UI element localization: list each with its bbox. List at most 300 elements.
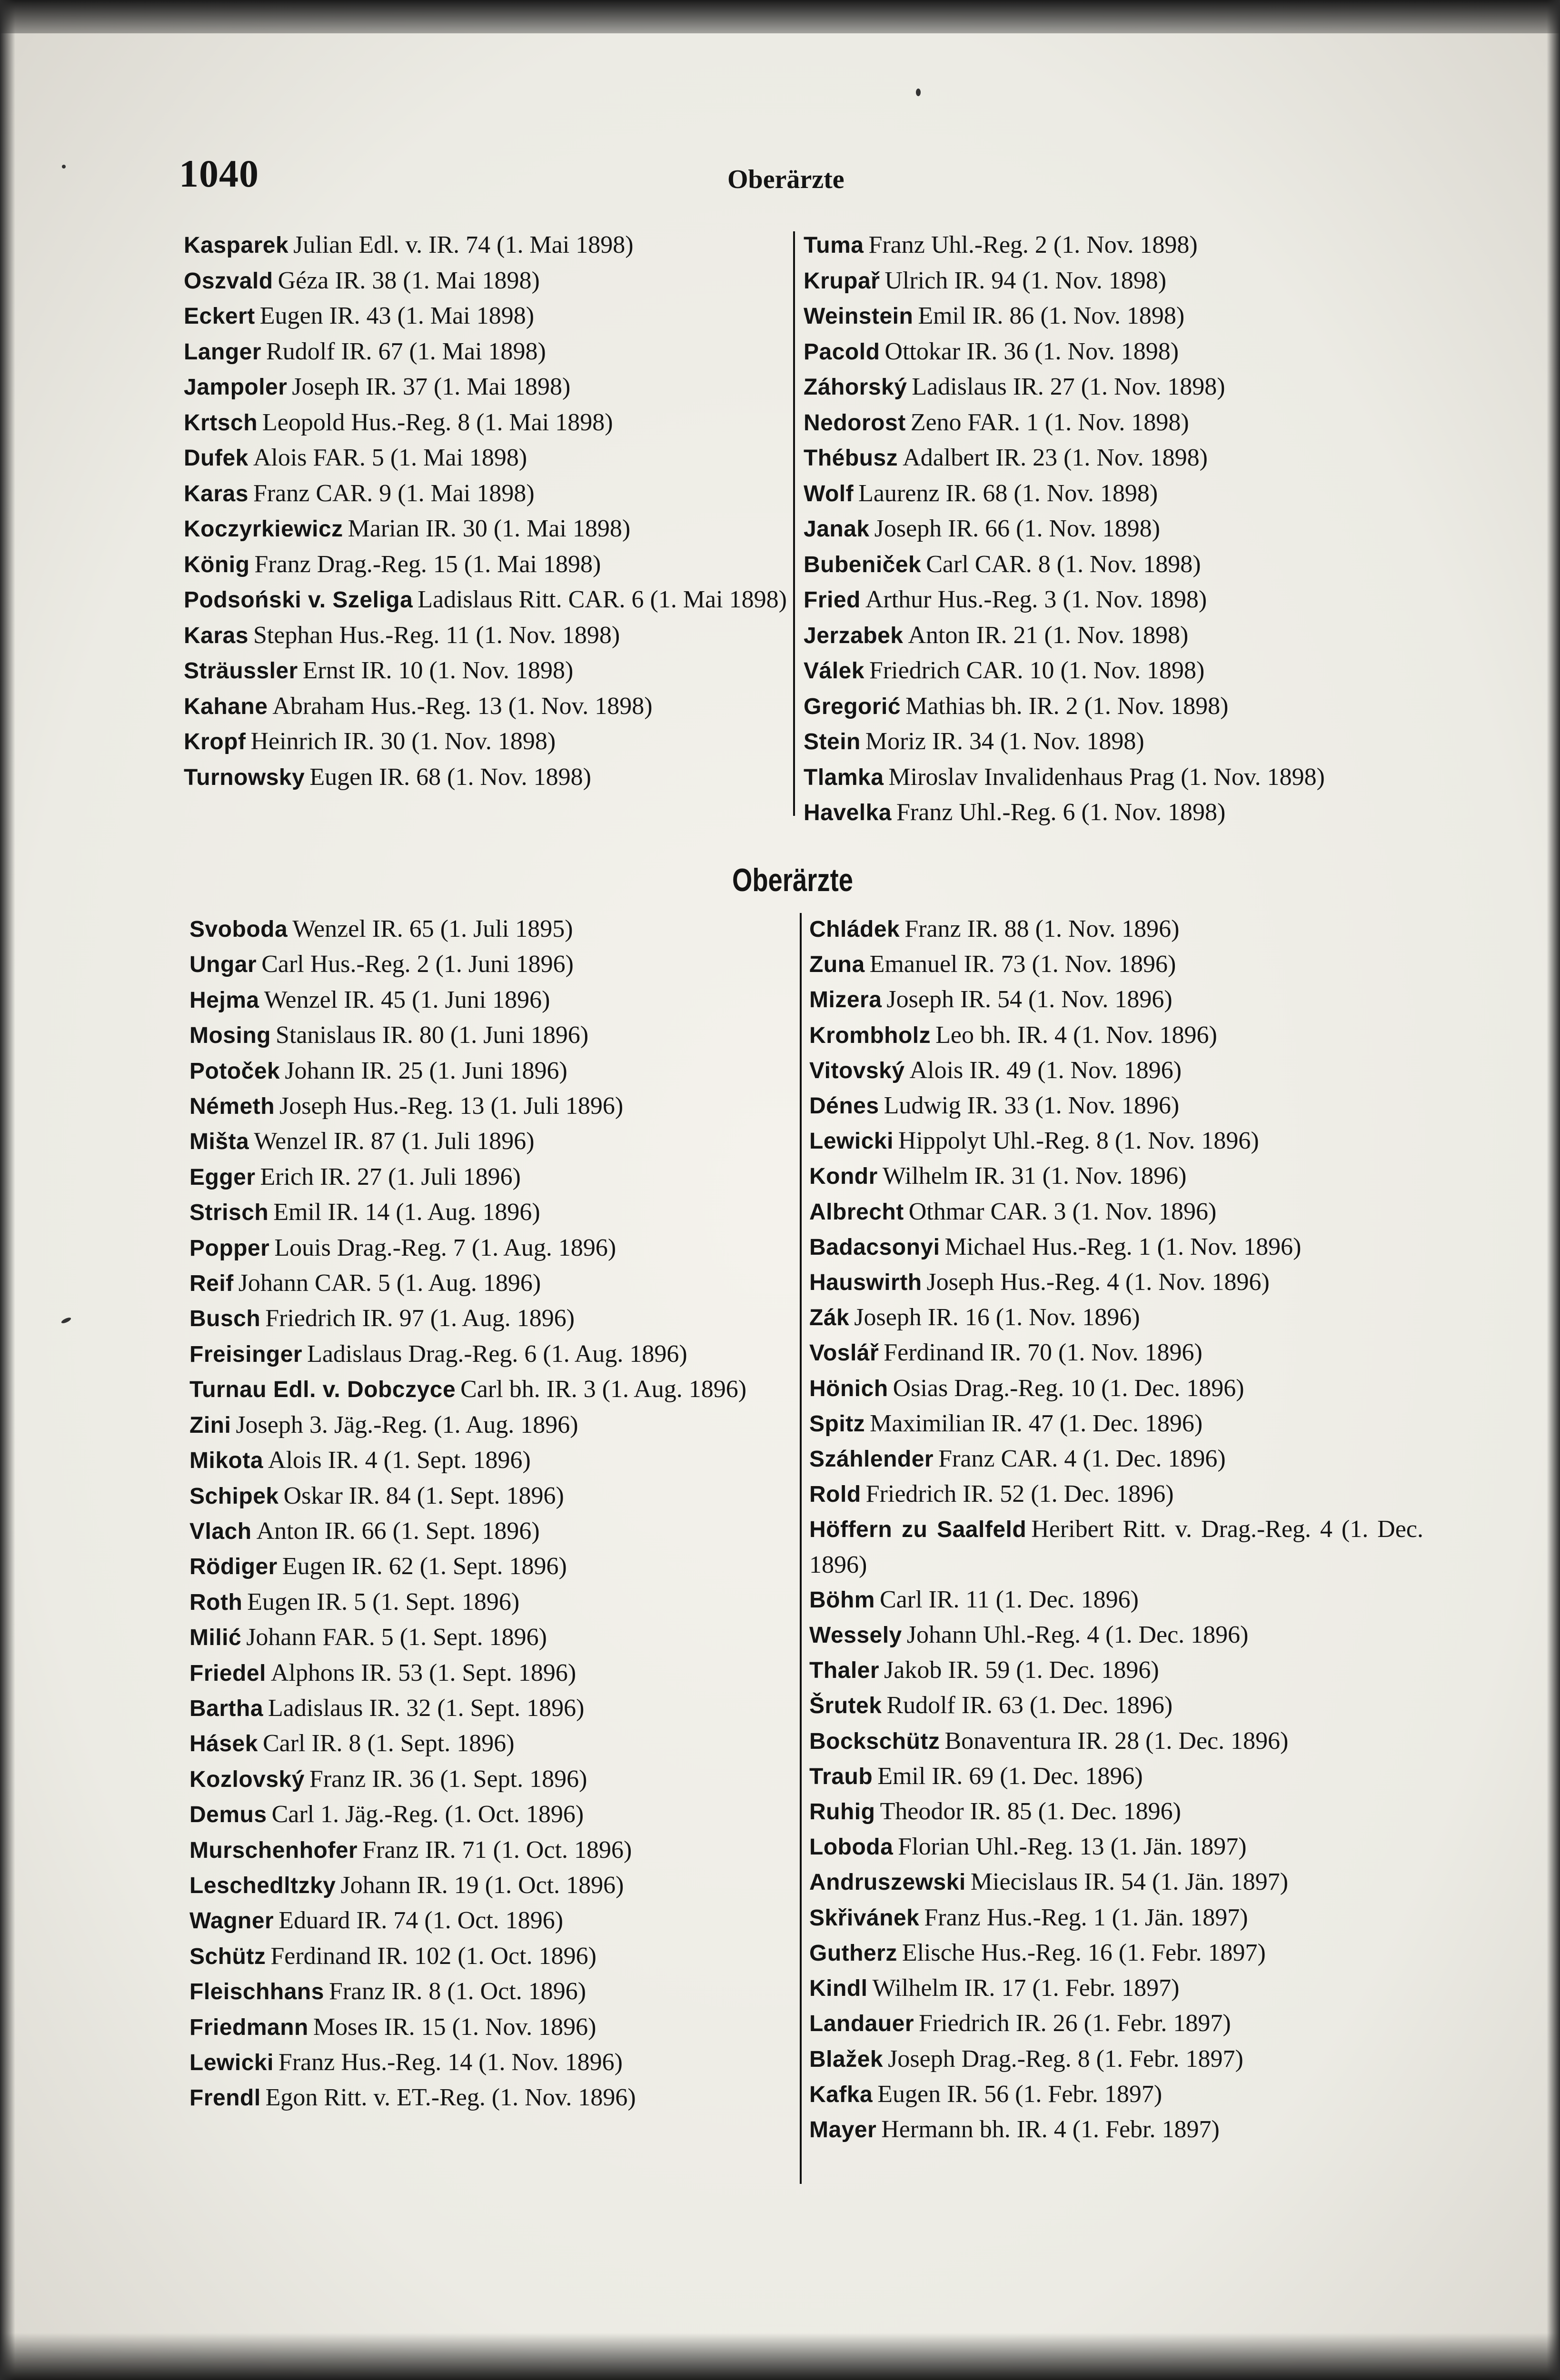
list-item <box>189 1053 794 1089</box>
list-item <box>189 1478 794 1514</box>
entry-details: Rudolf IR. 67 (1. Mai 1898) <box>266 337 546 365</box>
list-item <box>189 947 794 982</box>
list-item <box>804 618 1418 654</box>
entry-surname: Hejma <box>189 987 259 1013</box>
list-item <box>189 1585 794 1620</box>
entry-surname: Šrutek <box>809 1693 882 1719</box>
list-item <box>804 440 1418 476</box>
entry-details: Marian IR. 30 (1. Mai 1898) <box>348 515 631 542</box>
list-item <box>189 1266 794 1301</box>
list-item <box>184 582 788 618</box>
entry-surname: Loboda <box>809 1835 894 1860</box>
column-divider-top <box>793 231 795 816</box>
list-item <box>189 1372 794 1407</box>
entry-details: Leopold Hus.-Reg. 8 (1. Mai 1898) <box>262 408 613 436</box>
entry-surname: Lewicki <box>809 1129 894 1154</box>
entry-surname: Nedorost <box>804 410 906 436</box>
entry-surname: Potoček <box>189 1058 280 1084</box>
list-item <box>189 1762 794 1797</box>
list-item <box>189 1301 794 1336</box>
list-item <box>189 1514 794 1549</box>
list-item <box>804 263 1418 299</box>
list-item <box>809 1335 1423 1370</box>
entry-surname: Mayer <box>809 2117 877 2142</box>
list-item <box>804 547 1418 583</box>
entry-surname: Frendl <box>189 2085 261 2111</box>
entry-surname: Wagner <box>189 1908 274 1934</box>
list-item <box>189 982 794 1018</box>
entry-surname: Freisinger <box>189 1341 303 1367</box>
entry-surname: Mosing <box>189 1023 271 1049</box>
list-item <box>189 1656 794 1691</box>
scan-speck <box>916 89 921 96</box>
list-item <box>809 1900 1423 1935</box>
entry-surname: Zuna <box>809 952 865 978</box>
entry-surname: Wolf <box>804 481 854 506</box>
list-item <box>189 1691 794 1726</box>
entry-details: Franz IR. 71 (1. Oct. 1896) <box>362 1836 632 1864</box>
entry-details: Alois IR. 49 (1. Nov. 1896) <box>909 1056 1182 1084</box>
entry-details: Wenzel IR. 87 (1. Juli 1896) <box>254 1128 535 1155</box>
entry-surname: Zák <box>809 1305 850 1331</box>
entry-surname: Karas <box>184 623 248 648</box>
column-divider-bottom <box>800 913 802 2184</box>
entry-details: Emil IR. 14 (1. Aug. 1896) <box>273 1199 540 1226</box>
running-head: Oberärzte <box>727 165 845 194</box>
list-item <box>184 334 788 370</box>
entry-surname: Svoboda <box>189 917 288 942</box>
entry-details: Friedrich IR. 26 (1. Febr. 1897) <box>919 2010 1231 2037</box>
list-item <box>804 298 1418 334</box>
entry-details: Emanuel IR. 73 (1. Nov. 1896) <box>869 951 1176 978</box>
list-item <box>809 1159 1423 1194</box>
entry-surname: Dufek <box>184 446 248 471</box>
entry-details: Ladislaus Ritt. CAR. 6 (1. Mai 1898) <box>417 586 787 613</box>
entry-surname: Zini <box>189 1412 231 1438</box>
entry-details: Osias Drag.-Reg. 10 (1. Dec. 1896) <box>893 1374 1244 1402</box>
entry-surname: Reif <box>189 1271 234 1297</box>
entry-surname: Fleischhans <box>189 1979 324 2005</box>
entry-surname: Skřivánek <box>809 1905 920 1931</box>
list-item <box>809 1829 1423 1864</box>
entry-details: Franz CAR. 9 (1. Mai 1898) <box>253 479 535 507</box>
entry-surname: Popper <box>189 1235 270 1261</box>
list-item <box>809 1617 1423 1653</box>
entry-details: Stanislaus IR. 80 (1. Juni 1896) <box>275 1021 589 1049</box>
list-item <box>184 298 788 334</box>
entry-details: Franz Uhl.-Reg. 6 (1. Nov. 1898) <box>896 799 1226 826</box>
entry-details: Mathias bh. IR. 2 (1. Nov. 1898) <box>905 692 1229 720</box>
list-item <box>809 1441 1423 1477</box>
list-item <box>809 2006 1423 2041</box>
entry-details: Franz IR. 8 (1. Oct. 1896) <box>328 1978 586 2005</box>
entry-details: Carl Hus.-Reg. 2 (1. Juni 1896) <box>261 951 574 978</box>
entry-details: Alphons IR. 53 (1. Sept. 1896) <box>270 1659 576 1686</box>
entry-details: Hippolyt Uhl.-Reg. 8 (1. Nov. 1896) <box>898 1127 1259 1155</box>
list-item <box>184 440 788 476</box>
entry-surname: Böhm <box>809 1587 875 1613</box>
entry-surname: Weinstein <box>804 304 914 329</box>
entry-surname: Vitovský <box>809 1058 905 1083</box>
list-item <box>189 1443 794 1478</box>
entry-details: Ernst IR. 10 (1. Nov. 1898) <box>302 657 574 684</box>
column-top-right <box>804 228 1418 831</box>
entry-surname: Krtsch <box>184 410 258 436</box>
entry-details: Ladislaus Drag.-Reg. 6 (1. Aug. 1896) <box>307 1340 687 1368</box>
entry-surname: Hásek <box>189 1731 258 1757</box>
entry-details: Joseph IR. 37 (1. Mai 1898) <box>292 373 571 400</box>
entry-surname: Jerzabek <box>804 623 904 648</box>
list-item <box>809 1088 1423 1123</box>
entry-details: Franz IR. 88 (1. Nov. 1896) <box>904 915 1180 942</box>
entry-surname: Bartha <box>189 1696 264 1721</box>
entry-surname: Kahane <box>184 694 268 719</box>
list-item <box>809 1653 1423 1688</box>
entry-surname: Kondr <box>809 1164 878 1190</box>
list-item <box>809 1512 1423 1582</box>
list-item <box>809 1265 1423 1300</box>
entry-surname: Tlamka <box>804 764 884 790</box>
entry-surname: Landauer <box>809 2011 914 2037</box>
entry-surname: Záhorský <box>804 375 907 400</box>
entry-surname: Murschenhofer <box>189 1837 358 1863</box>
entry-details: Joseph 3. Jäg.-Reg. (1. Aug. 1896) <box>236 1411 578 1438</box>
entry-details: Alois IR. 4 (1. Sept. 1896) <box>268 1447 531 1474</box>
entry-details: Eugen IR. 68 (1. Nov. 1898) <box>309 763 591 791</box>
entry-details: Franz Hus.-Reg. 14 (1. Nov. 1896) <box>278 2049 623 2076</box>
scan-speck <box>62 165 66 169</box>
entry-details: Ladislaus IR. 27 (1. Nov. 1898) <box>912 373 1225 400</box>
entry-details: Friedrich IR. 97 (1. Aug. 1896) <box>265 1305 575 1332</box>
entry-details: Johann IR. 25 (1. Juni 1896) <box>285 1057 567 1084</box>
entry-details: Franz Drag.-Reg. 15 (1. Mai 1898) <box>254 550 601 578</box>
entry-details: Maximilian IR. 47 (1. Dec. 1896) <box>870 1409 1203 1437</box>
entry-details: Moses IR. 15 (1. Nov. 1896) <box>313 2013 596 2041</box>
entry-surname: Hönich <box>809 1376 888 1401</box>
list-item <box>184 228 788 263</box>
entry-details: Joseph IR. 16 (1. Nov. 1896) <box>854 1304 1140 1331</box>
list-item <box>809 1688 1423 1723</box>
entry-surname: Voslář <box>809 1340 879 1366</box>
entry-details: Eugen IR. 43 (1. Mai 1898) <box>259 302 535 329</box>
entry-surname: Kasparek <box>184 233 289 258</box>
entry-details: Eugen IR. 5 (1. Sept. 1896) <box>247 1588 520 1616</box>
list-item <box>189 1018 794 1053</box>
list-item <box>184 369 788 405</box>
entry-details: Ladislaus IR. 32 (1. Sept. 1896) <box>268 1694 585 1722</box>
entry-surname: Pacold <box>804 339 880 365</box>
entry-details: Franz Uhl.-Reg. 2 (1. Nov. 1898) <box>868 231 1198 258</box>
entry-details: Ottokar IR. 36 (1. Nov. 1898) <box>884 337 1179 365</box>
section-heading: Oberärzte <box>732 862 853 898</box>
scan-border-left <box>0 0 15 2380</box>
entry-details: Ulrich IR. 94 (1. Nov. 1898) <box>884 267 1167 294</box>
entry-details: Michael Hus.-Reg. 1 (1. Nov. 1896) <box>944 1233 1302 1260</box>
list-item <box>184 653 788 689</box>
list-item <box>804 653 1418 689</box>
entry-details: Egon Ritt. v. ET.-Reg. (1. Nov. 1896) <box>265 2084 636 2112</box>
list-item <box>189 1833 794 1868</box>
list-item <box>189 1903 794 1938</box>
entry-details: Alois FAR. 5 (1. Mai 1898) <box>253 444 527 471</box>
entry-surname: Leschedltzky <box>189 1873 336 1898</box>
entry-surname: Turnowsky <box>184 764 305 790</box>
entry-surname: König <box>184 552 250 577</box>
entry-details: Eugen IR. 62 (1. Sept. 1896) <box>282 1553 567 1580</box>
list-item <box>809 982 1423 1017</box>
entry-surname: Langer <box>184 339 262 365</box>
entry-details: Joseph Drag.-Reg. 8 (1. Febr. 1897) <box>888 2045 1243 2073</box>
list-item <box>189 1868 794 1903</box>
entry-details: Heinrich IR. 30 (1. Nov. 1898) <box>250 728 556 755</box>
entry-details: Géza IR. 38 (1. Mai 1898) <box>278 267 540 294</box>
entry-details: Franz IR. 36 (1. Sept. 1896) <box>309 1765 587 1793</box>
list-item <box>804 760 1418 795</box>
entry-details: Johann Uhl.-Reg. 4 (1. Dec. 1896) <box>906 1621 1249 1649</box>
entry-details: Johann FAR. 5 (1. Sept. 1896) <box>246 1624 547 1651</box>
list-item <box>804 334 1418 370</box>
entry-details: Carl IR. 8 (1. Sept. 1896) <box>262 1730 515 1757</box>
entry-surname: Oszvald <box>184 268 273 294</box>
entry-details: Joseph Hus.-Reg. 13 (1. Juli 1896) <box>279 1092 624 1120</box>
entry-surname: Vlach <box>189 1518 252 1544</box>
entry-details: Abraham Hus.-Reg. 13 (1. Nov. 1898) <box>272 692 653 720</box>
list-item <box>804 582 1418 618</box>
scan-border-bottom <box>0 2333 1560 2380</box>
entry-surname: Janak <box>804 516 870 542</box>
entry-surname: Höffern zu Saalfeld <box>809 1517 1027 1543</box>
entry-surname: Thébusz <box>804 446 898 471</box>
entry-details: Adalbert IR. 23 (1. Nov. 1898) <box>903 444 1208 471</box>
entry-surname: Kafka <box>809 2082 873 2107</box>
list-item <box>804 795 1418 831</box>
entry-surname: Badacsonyi <box>809 1234 940 1260</box>
entry-details: Laurenz IR. 68 (1. Nov. 1898) <box>858 479 1158 507</box>
list-item <box>189 2010 794 2045</box>
list-item <box>809 1582 1423 1617</box>
entry-surname: Krupař <box>804 268 880 294</box>
list-item <box>184 547 788 583</box>
entry-surname: Wessely <box>809 1623 902 1648</box>
entry-surname: Rödiger <box>189 1554 278 1580</box>
entry-details: Arthur Hus.-Reg. 3 (1. Nov. 1898) <box>865 586 1207 613</box>
entry-surname: Roth <box>189 1589 243 1615</box>
entry-surname: Sträussler <box>184 658 298 684</box>
list-item <box>189 1160 794 1195</box>
entry-surname: Rold <box>809 1482 861 1507</box>
entry-details: Carl CAR. 8 (1. Nov. 1898) <box>926 550 1201 578</box>
entry-surname: Albrecht <box>809 1199 904 1225</box>
entry-details: Florian Uhl.-Reg. 13 (1. Jän. 1897) <box>898 1833 1247 1861</box>
list-item <box>189 912 794 947</box>
list-item <box>809 1053 1423 1088</box>
entry-surname: Schipek <box>189 1483 279 1509</box>
entry-surname: Hauswirth <box>809 1270 922 1296</box>
list-item <box>804 511 1418 547</box>
entry-details: Miecislaus IR. 54 (1. Jän. 1897) <box>970 1868 1289 1896</box>
entry-surname: Válek <box>804 658 864 684</box>
entry-surname: Németh <box>189 1094 275 1120</box>
list-item <box>189 1124 794 1159</box>
entry-surname: Krombholz <box>809 1022 931 1048</box>
list-item <box>804 405 1418 441</box>
entry-surname: Stein <box>804 729 861 754</box>
entry-surname: Dénes <box>809 1093 879 1119</box>
entry-surname: Demus <box>189 1802 267 1828</box>
list-item <box>809 947 1423 982</box>
entry-details: Emil IR. 86 (1. Nov. 1898) <box>918 302 1185 329</box>
list-item <box>809 1406 1423 1441</box>
list-item <box>189 1620 794 1655</box>
entry-details: Oskar IR. 84 (1. Sept. 1896) <box>283 1482 564 1509</box>
entry-surname: Mizera <box>809 987 882 1013</box>
entry-details: Wilhelm IR. 17 (1. Febr. 1897) <box>872 1974 1180 2002</box>
entry-surname: Fried <box>804 587 861 613</box>
list-item <box>809 1759 1423 1794</box>
list-item <box>809 1935 1423 1971</box>
entry-details: Carl 1. Jäg.-Reg. (1. Oct. 1896) <box>271 1801 584 1828</box>
entry-details: Othmar CAR. 3 (1. Nov. 1896) <box>908 1198 1217 1225</box>
entry-surname: Traub <box>809 1764 873 1789</box>
entry-surname: Kozlovský <box>189 1766 305 1792</box>
entry-details: Friedrich IR. 52 (1. Dec. 1896) <box>865 1480 1174 1508</box>
list-item <box>809 1300 1423 1335</box>
entry-surname: Turnau Edl. v. Dobczyce <box>189 1377 456 1403</box>
entry-details: Leo bh. IR. 4 (1. Nov. 1896) <box>935 1021 1217 1049</box>
list-item <box>809 912 1423 947</box>
entry-details: Franz CAR. 4 (1. Dec. 1896) <box>938 1445 1226 1473</box>
list-item <box>804 476 1418 512</box>
entry-details: Moriz IR. 34 (1. Nov. 1898) <box>865 728 1144 755</box>
list-item <box>189 1974 794 2009</box>
entry-details: Anton IR. 21 (1. Nov. 1898) <box>908 621 1189 649</box>
list-item <box>809 2112 1423 2147</box>
list-item <box>189 2080 794 2115</box>
entry-surname: Bubeniček <box>804 552 922 577</box>
list-item <box>184 689 788 724</box>
list-item <box>184 476 788 512</box>
entry-details: Wenzel IR. 65 (1. Juli 1895) <box>292 915 573 942</box>
page-number: 1040 <box>179 152 259 195</box>
entry-details: Heribert Ritt. v. Drag.-Reg. 4 (1. Dec. 1896) <box>809 1516 1424 1578</box>
entry-surname: Schütz <box>189 1944 266 1969</box>
list-item <box>189 1089 794 1124</box>
entry-details: Friedrich CAR. 10 (1. Nov. 1898) <box>869 657 1205 684</box>
scan-border-right <box>1547 0 1560 2380</box>
entry-details: Stephan Hus.-Reg. 11 (1. Nov. 1898) <box>253 621 620 649</box>
entry-details: Anton IR. 66 (1. Sept. 1896) <box>256 1517 540 1545</box>
entry-details: Wenzel IR. 45 (1. Juni 1896) <box>264 986 550 1013</box>
entry-surname: Milić <box>189 1625 242 1651</box>
list-item <box>184 511 788 547</box>
list-item <box>184 263 788 299</box>
entry-surname: Mikota <box>189 1448 264 1474</box>
list-item <box>189 1549 794 1584</box>
entry-surname: Száhlender <box>809 1447 934 1472</box>
entry-surname: Chládek <box>809 917 900 942</box>
list-item <box>184 618 788 654</box>
entry-surname: Koczyrkiewicz <box>184 516 343 542</box>
list-item <box>189 2045 794 2080</box>
entry-details: Rudolf IR. 63 (1. Dec. 1896) <box>886 1692 1173 1719</box>
entry-details: Wilhelm IR. 31 (1. Nov. 1896) <box>882 1162 1187 1190</box>
list-item <box>804 228 1418 263</box>
entry-details: Ferdinand IR. 70 (1. Nov. 1896) <box>884 1339 1202 1367</box>
entry-surname: Gutherz <box>809 1940 897 1966</box>
list-item <box>184 724 788 760</box>
entry-details: Miroslav Invalidenhaus Prag (1. Nov. 1898) <box>888 763 1325 791</box>
entry-surname: Egger <box>189 1164 256 1190</box>
column-top-left <box>184 228 788 795</box>
entry-details: Louis Drag.-Reg. 7 (1. Aug. 1896) <box>274 1234 616 1261</box>
list-item <box>809 1194 1423 1230</box>
entry-surname: Podsoński v. Szeliga <box>184 587 413 613</box>
entry-surname: Thaler <box>809 1658 880 1684</box>
list-item <box>809 2077 1423 2112</box>
list-item <box>809 1971 1423 2006</box>
entry-details: Emil IR. 69 (1. Dec. 1896) <box>877 1762 1143 1790</box>
list-item <box>189 1230 794 1266</box>
list-item <box>809 1724 1423 1759</box>
list-item <box>804 724 1418 760</box>
list-item <box>189 1797 794 1832</box>
entry-surname: Bockschütz <box>809 1728 940 1754</box>
entry-surname: Havelka <box>804 800 892 825</box>
column-bottom-left <box>189 912 794 2116</box>
entry-details: Theodor IR. 85 (1. Dec. 1896) <box>880 1798 1181 1825</box>
list-item <box>809 1018 1423 1053</box>
entry-surname: Blažek <box>809 2046 884 2072</box>
entry-details: Johann IR. 19 (1. Oct. 1896) <box>340 1871 624 1899</box>
list-item <box>809 1477 1423 1512</box>
scan-speck <box>60 1317 71 1325</box>
entry-details: Carl IR. 11 (1. Dec. 1896) <box>879 1586 1139 1613</box>
list-item <box>189 1337 794 1372</box>
list-item <box>809 1794 1423 1829</box>
list-item <box>189 1726 794 1761</box>
entry-details: Ferdinand IR. 102 (1. Oct. 1896) <box>270 1942 596 1970</box>
entry-details: Eduard IR. 74 (1. Oct. 1896) <box>278 1907 564 1934</box>
list-item <box>809 2042 1423 2077</box>
entry-details: Julian Edl. v. IR. 74 (1. Mai 1898) <box>293 231 634 258</box>
list-item <box>809 1230 1423 1265</box>
entry-details: Jakob IR. 59 (1. Dec. 1896) <box>884 1656 1159 1684</box>
list-item <box>189 1408 794 1443</box>
entry-surname: Andruszewski <box>809 1870 966 1895</box>
list-item <box>184 760 788 795</box>
entry-details: Erich IR. 27 (1. Juli 1896) <box>260 1163 521 1190</box>
entry-details: Elische Hus.-Reg. 16 (1. Febr. 1897) <box>902 1939 1266 1966</box>
list-item <box>189 1195 794 1230</box>
list-item <box>809 1864 1423 1900</box>
entry-surname: Friedmann <box>189 2014 308 2040</box>
entry-surname: Jampoler <box>184 375 288 400</box>
entry-details: Joseph IR. 54 (1. Nov. 1896) <box>886 986 1172 1013</box>
entry-surname: Karas <box>184 481 248 506</box>
entry-surname: Gregorić <box>804 694 901 719</box>
entry-surname: Lewicki <box>189 2050 274 2075</box>
list-item <box>189 1939 794 1974</box>
entry-details: Ludwig IR. 33 (1. Nov. 1896) <box>884 1092 1180 1120</box>
entry-surname: Friedel <box>189 1660 266 1686</box>
entry-surname: Ruhig <box>809 1799 875 1825</box>
entry-details: Hermann bh. IR. 4 (1. Febr. 1897) <box>881 2115 1220 2143</box>
entry-details: Johann CAR. 5 (1. Aug. 1896) <box>238 1269 541 1297</box>
list-item <box>809 1123 1423 1159</box>
column-bottom-right <box>809 912 1423 2147</box>
entry-details: Eugen IR. 56 (1. Febr. 1897) <box>877 2080 1163 2108</box>
entry-details: Bonaventura IR. 28 (1. Dec. 1896) <box>944 1727 1289 1755</box>
